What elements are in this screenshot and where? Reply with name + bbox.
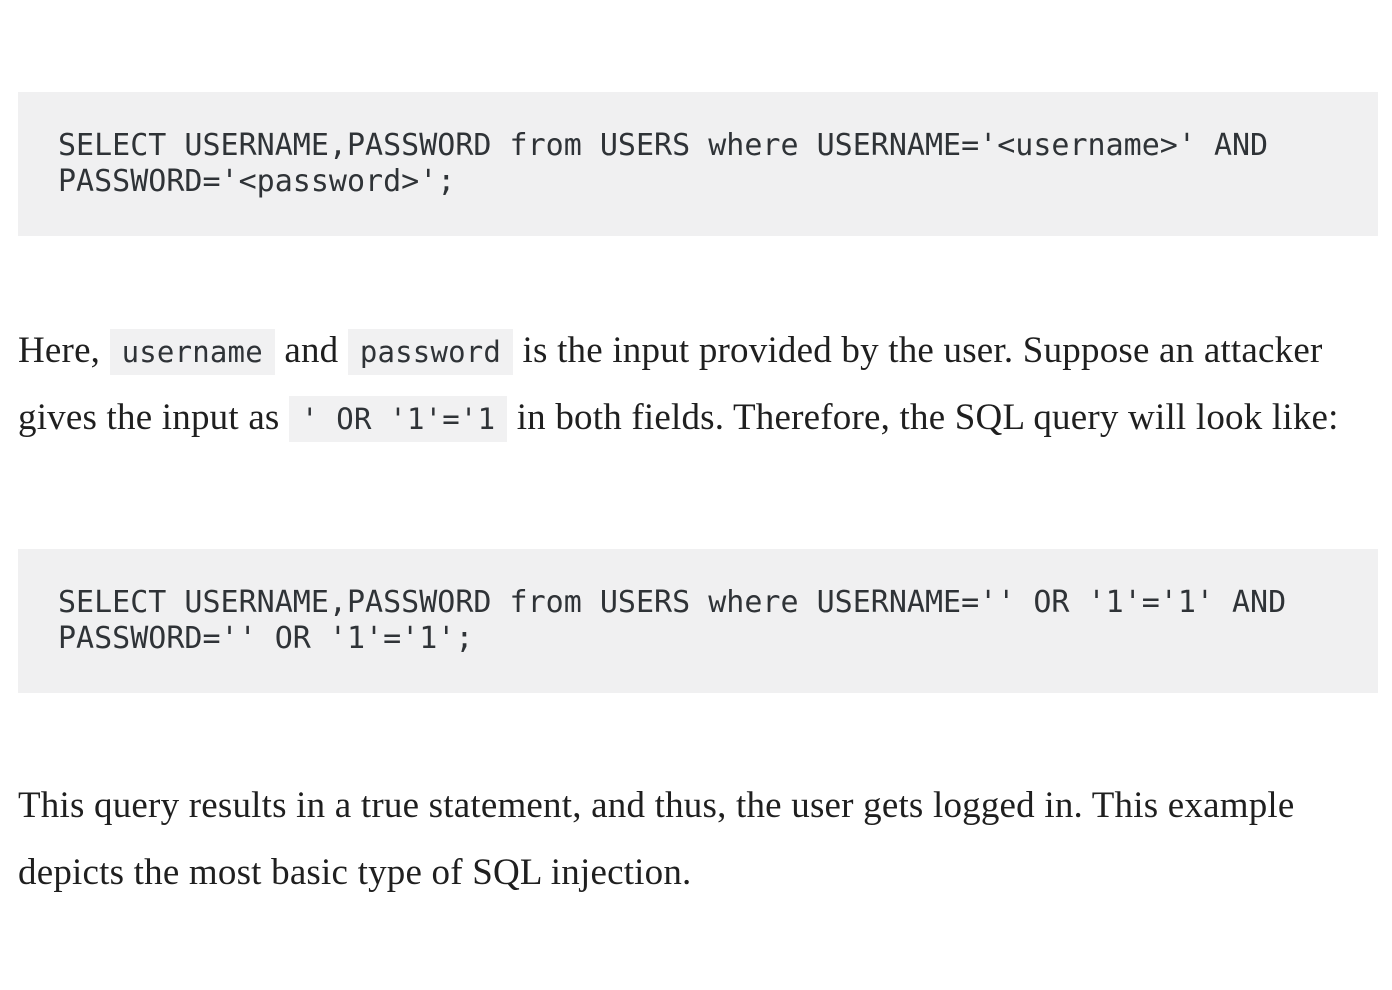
code-block-injected-query xyxy=(18,549,1378,693)
inline-code: ' OR '1'='1 xyxy=(289,396,507,442)
code-text: SELECT USERNAME,PASSWORD from USERS where USERNAME='<username>' AND PASSWORD='<password>'; xyxy=(58,128,1287,199)
text-run: Here, xyxy=(18,330,110,371)
text-run: This query results in a true statement, and thus, the user gets logged in. This example depicts the most basic type of SQL injection. xyxy=(18,785,1295,893)
text-run: and xyxy=(274,330,348,371)
code-block-original-query xyxy=(18,92,1378,236)
inline-code: password xyxy=(348,329,513,375)
paragraph-conclusion xyxy=(18,772,1378,906)
inline-code: username xyxy=(110,329,275,375)
code-text: SELECT USERNAME,PASSWORD from USERS where USERNAME='' OR '1'='1' AND PASSWORD='' OR '1'='1'; xyxy=(58,585,1305,656)
text-run: is the input provided by the user. Suppose an attacker gives the input as xyxy=(18,330,1323,438)
paragraph-explanation xyxy=(18,317,1378,451)
text-run: in both fields. Therefore, the SQL query will look like: xyxy=(507,397,1339,438)
